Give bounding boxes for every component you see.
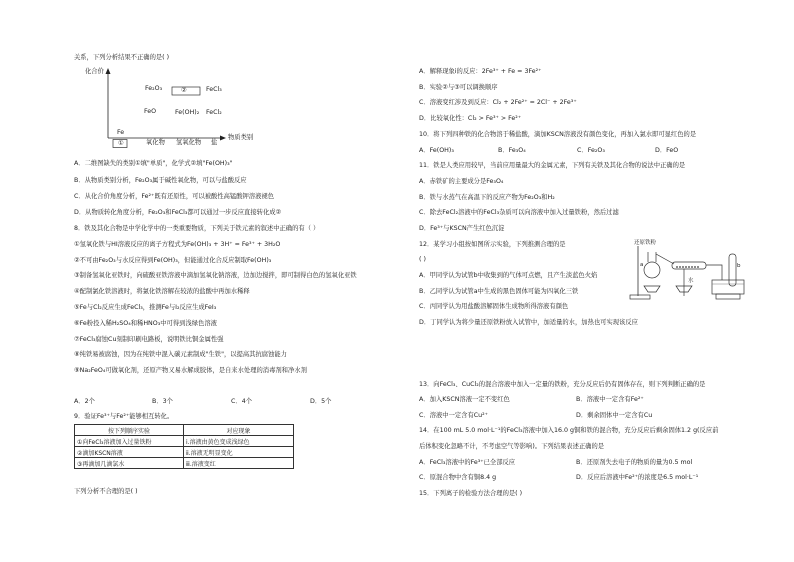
table-header-row (75, 425, 294, 436)
q14-option-a: A．FeCl₃溶液中的Fe³⁺已全部反应 (419, 459, 516, 466)
q7-option-b: B．从物质类别分析，Fe₂O₃属于碱性氧化物，可以与盐酸反应 (74, 177, 247, 184)
q8-item: ⑥Fe粉投入稀H₂SO₄和稀HNO₃中可得到浅绿色溶液 (74, 320, 217, 327)
q12-option-a: A．甲同学认为试管b中收集到的气体可点燃，且产生淡蓝色火焰 (419, 272, 598, 279)
cell-box1-label: ① (118, 140, 124, 147)
table-row (75, 458, 294, 469)
table-cell: ①向FeCl₃溶液加入过量铁粉 (75, 436, 184, 447)
q8-item: ⑤Fe与Cl₂反应生成FeCl₃，推测Fe与I₂反应生成FeI₃ (74, 304, 217, 311)
x-axis-arrow (220, 136, 226, 141)
q7-option-a: A．二维图缺失的类别①填"单质"，化学式②填"Fe(OH)₃" (74, 160, 233, 167)
q9-tail: 下列分析不合理的是( ) (74, 488, 138, 495)
q8-item: ⑨Na₂FeO₄可做氧化剂，还原产物又易水解成胶体，是自来水处理的消毒剂和净水剂 (74, 367, 307, 374)
q9-option-a: A．解释现象ⅰ的反应：2Fe³⁺ + Fe = 3Fe²⁺ (419, 68, 542, 75)
q12-option-d: D．丁同学认为将少量还原铁粉放入试管中，加适量的水，加热也可实现该反应 (419, 319, 638, 326)
label-a: a (640, 262, 644, 268)
y-axis-arrow (106, 68, 111, 74)
cell-fe: Fe (117, 129, 125, 136)
q7-option-d: D．从物质转化角度分析，Fe₂O₃和FeCl₃都可以通过一步反应直接转化成② (74, 209, 282, 216)
q14-option-b: B．还原剂失去电子的物质的量为0.5 mol (576, 459, 693, 466)
q7-intro: 关系，下列分析结果不正确的是( ) (74, 54, 170, 61)
q8-item: ③制备氢氧化亚铁时，向硫酸亚铁溶液中滴加氢氧化钠溶液，边加边搅拌，即可制得白色的氢氧化亚铁 (74, 272, 357, 279)
q8-choice-c: C．4个 (231, 398, 252, 405)
q9-table (74, 424, 294, 469)
cell-fe2o3: Fe₂O₃ (145, 85, 163, 92)
q14-stem: 14．在100 mL 5.0 mol·L⁻¹的FeCl₃溶液中加入16.0 g铜和铁的混合物，充分反应后剩余固体1.2 g(反应前 (419, 427, 719, 434)
cell-fecl2: FeCl₂ (206, 109, 222, 116)
q8-item: ⑦FeCl₃腐蚀Cu刻制印刷电路板，说明铁比铜金属性强 (74, 336, 224, 343)
q8-choice-d: D．5个 (310, 398, 332, 405)
label-b: b (737, 263, 741, 269)
q11-stem: 11．铁是人类应用较早，当前应用量最大的金属元素，下列有关铁及其化合物的说法中正确的是 (419, 162, 686, 169)
table-row (75, 436, 294, 447)
cell-feo: FeO (144, 108, 157, 115)
q14-option-d: D．反应后溶液中Fe²⁺的浓度是6.5 mol·L⁻¹ (576, 474, 699, 481)
q8-item: ⑧纯铁易被腐蚀，因为在纯铁中混入碳元素制成"生铁"，以提高其抗腐蚀能力 (74, 351, 287, 358)
table-cell: ⅰ.溶液由黄色变成浅绿色 (184, 436, 294, 447)
q7-option-c: C．从化合价角度分析，Fe²⁺既有还原性，可以被酸性高锰酸钾溶液褪色 (74, 193, 275, 200)
experiment-apparatus (626, 240, 752, 302)
q12-paren: ( ) (419, 256, 426, 263)
x-category-salt: 盐 (211, 139, 218, 146)
y-axis-label: 化合价 (85, 68, 104, 75)
q12-option-c: C．丙同学认为用盐酸溶解固体生成物所得溶液有颜色 (419, 303, 569, 310)
q10-choice-b: B．Fe₃O₄ (498, 147, 526, 154)
q11-option-b: B．铁与水蒸气在高温下的反应产物为Fe₂O₃和H₂ (419, 194, 555, 201)
q13-option-a: A．加入KSCN溶液一定不变红色 (419, 396, 510, 403)
q9-stem: 9．验证Fe³⁺与Fe²⁺能够相互转化。 (74, 413, 174, 420)
table-header: 对应现象 (184, 425, 294, 436)
q13-option-c: C．溶液中一定含有Cu²⁺ (419, 412, 489, 419)
q10-choice-c: C．Fe₂O₃ (577, 147, 605, 154)
q9-option-b: B．实验②与③可以调换顺序 (419, 84, 498, 91)
q8-item: ①氢氧化铁与HI溶液反应的离子方程式为Fe(OH)₃ + 3H⁺ = Fe³⁺ + 3H₂O (74, 241, 281, 248)
q8-item: ②不可由Fe₂O₃与水反应得到Fe(OH)₃，但能通过化合反应制取Fe(OH)₃ (74, 257, 272, 264)
q14-option-c: C．原混合物中含有铜8.4 g (419, 474, 497, 481)
q15-stem: 15．下列离子的检验方法合理的是( ) (419, 490, 523, 497)
table-cell: ⅲ.溶液变红 (184, 458, 294, 469)
x-axis-label: 物质类别 (228, 134, 254, 141)
q9-option-c: C．溶液变红涉及到反应：Cl₂ + 2Fe²⁺ = 2Cl⁻ + 2Fe³⁺ (419, 99, 577, 106)
x-category-hydroxide: 氢氧化物 (176, 139, 202, 146)
q10-choice-a: A．Fe(OH)₃ (419, 147, 454, 154)
table-cell: ②滴加KSCN溶液 (75, 447, 184, 458)
x-category-oxide: 氧化物 (146, 139, 165, 146)
q8-choice-b: B．3个 (152, 398, 173, 405)
label-reduced-iron: 还原铁粉 (634, 240, 657, 246)
q13-stem: 13．向FeCl₃、CuCl₂的混合溶液中加入一定量的铁粉，充分反应后仍有固体存在，则下列判断正确的是 (419, 381, 706, 388)
cell-fecl3: FeCl₃ (206, 86, 222, 93)
q8-stem: 8．铁及其化合物是中学化学中的一类重要物质，下列关于铁元素的叙述中正确的有（ ） (74, 225, 320, 232)
cell-feoh2: Fe(OH)₂ (175, 109, 200, 116)
table-header: 按下列顺序实验 (75, 425, 184, 436)
q13-option-b: B．溶液中一定含有Fe²⁺ (576, 396, 644, 403)
q10-choice-d: D．FeO (655, 147, 679, 154)
q10-stem: 10．将下列四种铁的化合物溶于稀盐酸，滴加KSCN溶液没有颜色变化，再加入氯水即可显红色的是 (419, 131, 697, 138)
label-water: 水 (688, 278, 694, 284)
q11-option-c: C．除去FeCl₂溶液中的FeCl₃杂质可以向溶液中加入过量铁粉，然后过滤 (419, 209, 619, 216)
table-row (75, 447, 294, 458)
q11-option-d: D．Fe³⁺与KSCN产生红色沉淀 (419, 225, 505, 232)
table-cell: ③再滴加几滴氯水 (75, 458, 184, 469)
q8-choice-a: A．2个 (74, 398, 95, 405)
q12-stem: 12．某学习小组按如图所示实验，下列推测合理的是 (419, 241, 566, 248)
q13-option-d: D．剩余固体中一定含有Cu (576, 412, 653, 419)
q8-item: ④配制氯化铁溶液时，将氯化铁溶解在较浓的盐酸中再加水稀释 (74, 288, 250, 295)
q12-option-b: B．乙同学认为试管a中生成的黑色固体可能为四氧化三铁 (419, 288, 579, 295)
cell-box2-label: ② (181, 87, 187, 94)
table-cell: ⅱ.溶液无明显变化 (184, 447, 294, 458)
q9-option-d: D．比较氧化性：Cl₂ > Fe³⁺ > Fe²⁺ (419, 115, 522, 122)
q14-stem-cont: 后体积变化忽略不计，不考虑空气等影响)。下列结果表述正确的是 (419, 443, 605, 450)
q11-option-a: A．赤铁矿的主要成分是Fe₃O₄ (419, 178, 504, 185)
